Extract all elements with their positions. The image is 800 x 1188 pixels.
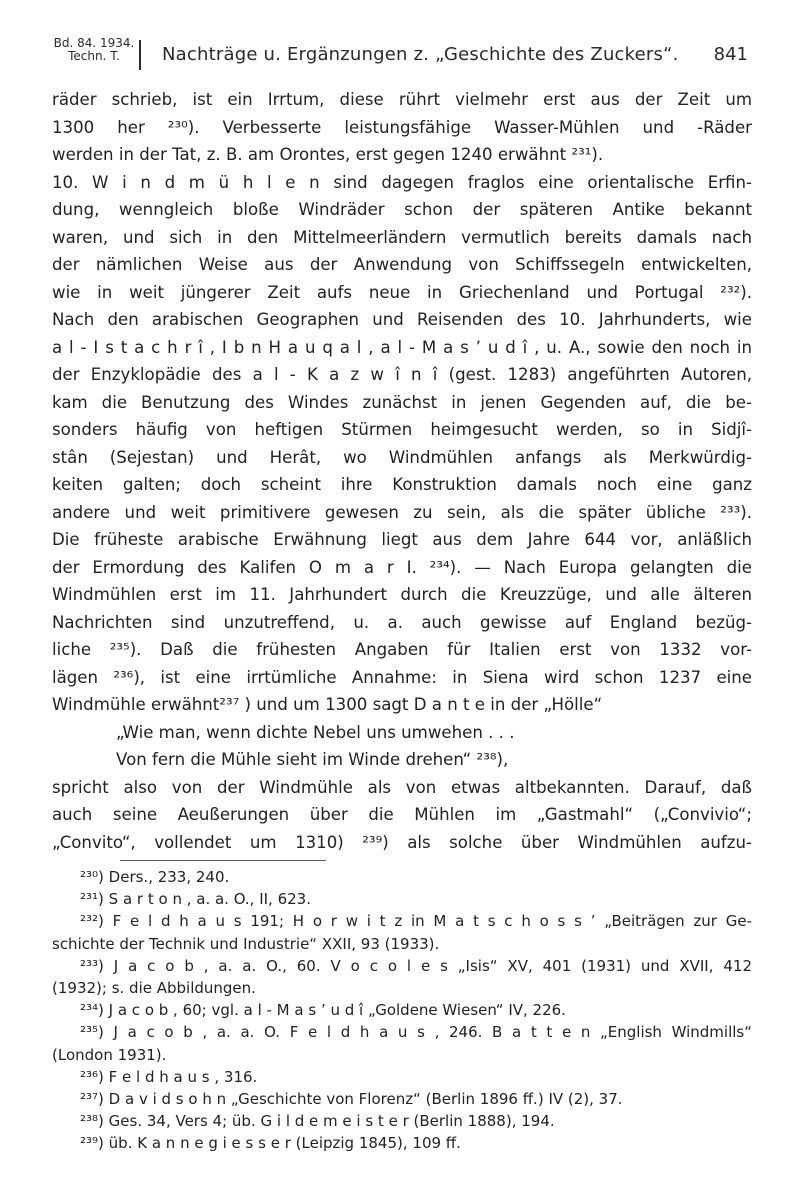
volume-line: Bd. 84. 1934.	[53, 36, 135, 50]
body-line: stân (Sejestan) und Herât, wo Windmühlen anfangs als Merkwürdig-	[52, 447, 752, 467]
body-line: der nämlichen Weise aus der Anwendung von Schiffssegeln entwickelten,	[52, 255, 752, 274]
body-line: Windmühlen erst im 11. Jahrhundert durch die Kreuzzüge, und alle älteren	[52, 585, 752, 604]
body-line: a l - I s t a c h r î , I b n H a u q a l , a l - M a s ’ u d î , u. A., sowie den noch in	[52, 337, 752, 357]
footnote-line: ²³¹) S a r t o n , a. a. O., II, 623.	[80, 890, 311, 909]
verse-line: Von fern die Mühle sieht im Winde drehen“ ²³⁸),	[116, 750, 509, 769]
footnote-line: (1932); s. die Abbildungen.	[52, 978, 256, 997]
footnote-line: ²³³) J a c o b , a. a. O., 60. V o c o l e s „Isis“ XV, 401 (1931) und XVII, 412	[80, 956, 752, 975]
body-line: sonders häufig von heftigen Stürmen heimgesucht werden, so in Sidjî-	[52, 420, 752, 439]
journal-volume-reference	[52, 37, 136, 63]
body-line: waren, und sich in den Mittelmeerländern vermutlich bereits damals nach	[52, 227, 752, 247]
body-line: auch seine Aeußerungen über die Mühlen im „Gastmahl“ („Convivio“;	[52, 805, 752, 824]
body-line: dung, wenngleich bloße Windräder schon der späteren Antike bekannt	[52, 200, 752, 219]
body-line: räder schrieb, ist ein Irrtum, diese rührt vielmehr erst aus der Zeit um	[52, 90, 752, 109]
body-line: keiten galten; doch scheint ihre Konstruktion damals noch eine ganz	[52, 475, 752, 494]
body-line: spricht also von der Windmühle als von etwas altbekannten. Darauf, daß	[52, 777, 752, 797]
body-line: Windmühle erwähnt²³⁷ ) und um 1300 sagt D a n t e in der „Hölle“	[52, 695, 603, 714]
footnote-line: ²³⁵) J a c o b , a. a. O. F e l d h a u s , 246. B a t t e n „English Windmills“	[80, 1023, 752, 1042]
body-text	[52, 86, 752, 856]
section-line: Techn. T.	[68, 49, 120, 63]
footnote-line: ²³²) F e l d h a u s 191; H o r w i t z in M a t s c h o s s ’ „Beiträgen zur Ge-	[80, 912, 752, 931]
body-line: kam die Benutzung des Windes zunächst in jenen Gegenden auf, die be-	[52, 392, 752, 412]
footnote-line: ²³⁴) J a c o b , 60; vgl. a l - M a s ’ u d î „Goldene Wiesen“ IV, 226.	[80, 1001, 566, 1020]
body-line: Nach den arabischen Geographen und Reisenden des 10. Jahrhunderts, wie	[52, 310, 752, 329]
body-line: lägen ²³⁶), ist eine irrtümliche Annahme: in Siena wird schon 1237 eine	[52, 667, 752, 687]
body-line: andere und weit primitivere gewesen zu sein, als die später übliche ²³³).	[52, 502, 752, 522]
verse-line: „Wie man, wenn dichte Nebel uns umwehen . . .	[116, 722, 515, 742]
body-line: 10. W i n d m ü h l e n sind dagegen fraglos eine orientalische Erfin-	[52, 172, 752, 192]
body-line: der Ermordung des Kalifen O m a r I. ²³⁴). — Nach Europa gelangten die	[52, 557, 752, 577]
body-line: werden in der Tat, z. B. am Orontes, erst gegen 1240 erwähnt ²³¹).	[52, 145, 604, 164]
body-line: Nachrichten sind unzutreffend, u. a. auch gewisse auf England bezüg-	[52, 612, 752, 632]
footnote-line: ²³⁰) Ders., 233, 240.	[80, 868, 230, 886]
body-line: „Convito“, vollendet um 1310) ²³⁹) als solche über Windmühlen aufzu-	[52, 832, 752, 852]
body-line: liche ²³⁵). Daß die frühesten Angaben für Italien erst von 1332 vor-	[52, 640, 752, 659]
body-line: Die früheste arabische Erwähnung liegt aus dem Jahre 644 vor, anläßlich	[52, 530, 752, 549]
footnotes	[52, 866, 752, 1154]
body-line: wie in weit jüngerer Zeit aufs neue in Griechenland und Portugal ²³²).	[52, 282, 752, 302]
page-number: 841	[713, 44, 748, 65]
footnote-line: ²³⁸) Ges. 34, Vers 4; üb. G i l d e m e i s t e r (Berlin 1888), 194.	[80, 1112, 555, 1131]
header-divider	[139, 40, 141, 70]
footnote-line: ²³⁹) üb. K a n n e g i e s s e r (Leipzig 1845), 109 ff.	[80, 1134, 461, 1153]
footnote-line: (London 1931).	[52, 1045, 167, 1064]
body-line: der Enzyklopädie des a l - K a z w î n î (gest. 1283) angeführten Autoren,	[52, 365, 752, 384]
footnote-line: schichte der Technik und Industrie“ XXII, 93 (1933).	[52, 934, 440, 953]
body-line: 1300 her ²³⁰). Verbesserte leistungsfähige Wasser-Mühlen und -Räder	[52, 117, 752, 137]
footnote-line: ²³⁷) D a v i d s o h n „Geschichte von Florenz“ (Berlin 1896 ff.) IV (2), 37.	[80, 1089, 623, 1108]
running-title: Nachträge u. Ergänzungen z. „Geschichte des Zuckers“.	[162, 44, 679, 65]
footnote-line: ²³⁶) F e l d h a u s , 316.	[80, 1067, 258, 1086]
footnote-separator	[120, 860, 326, 861]
